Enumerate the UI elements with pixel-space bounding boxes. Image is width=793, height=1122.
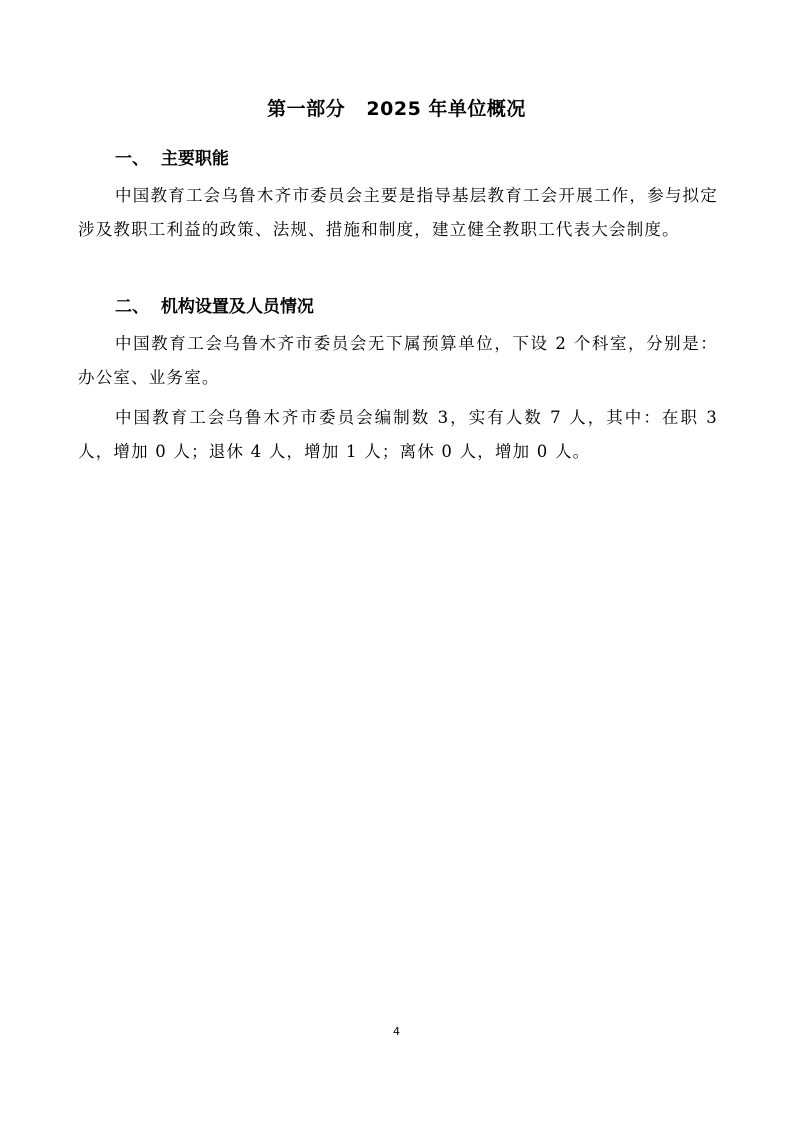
paragraph-organization: 中国教育工会乌鲁木齐市委员会无下属预算单位，下设 2 个科室，分别是：办公室、业务室。 — [78, 334, 718, 387]
paragraph-staff: 中国教育工会乌鲁木齐市委员会编制数 3，实有人数 7 人，其中：在职 3 人，增加 0 人；退休 4 人，增加 1 人；离休 0 人，增加 0 人。 — [78, 408, 718, 461]
paragraph-main-functions: 中国教育工会乌鲁木齐市委员会主要是指导基层教育工会开展工作，参与拟定涉及教职工利益的政策、法规、措施和制度，建立健全教职工代表大会制度。 — [78, 186, 718, 239]
page-number: 4 — [393, 1025, 400, 1038]
section-heading-organization-staff: 二、 机构设置及人员情况 — [115, 297, 314, 317]
page-title: 第一部分 2025 年单位概况 — [267, 98, 526, 120]
section-heading-main-functions: 一、 主要职能 — [115, 149, 229, 169]
